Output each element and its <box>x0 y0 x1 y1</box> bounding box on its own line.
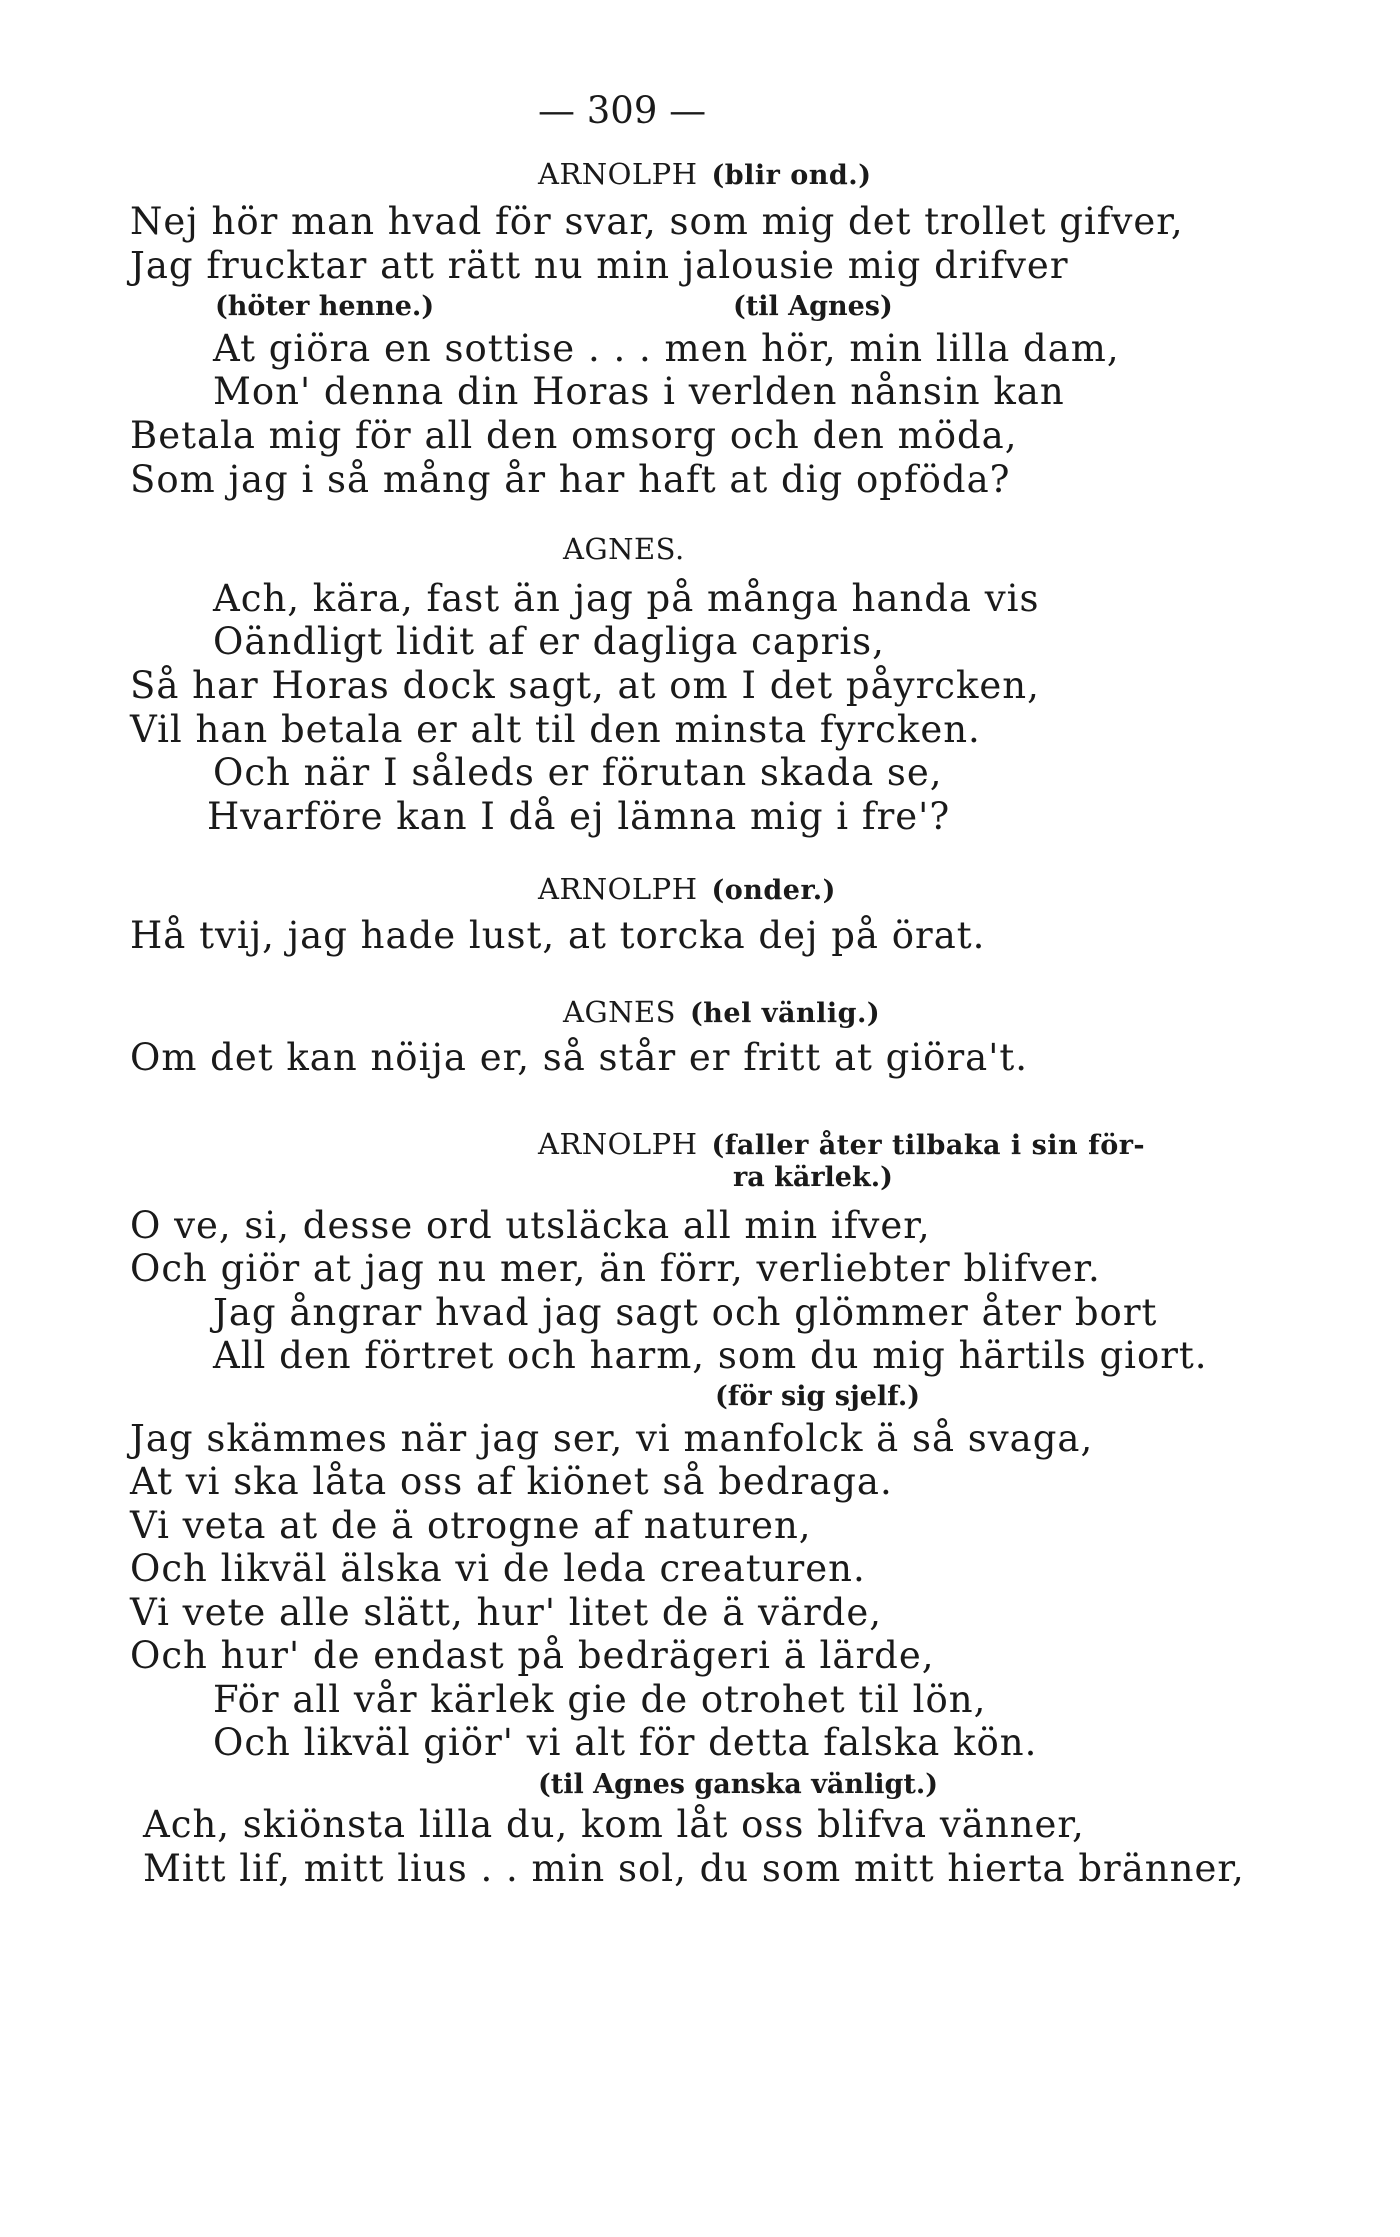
speaker-name: AGNES. <box>563 532 685 566</box>
speaker-heading <box>538 157 872 191</box>
verse-line: All den förtret och harm, som du mig härtils giort. <box>213 1334 1208 1377</box>
verse-line: Jag frucktar att rätt nu min jalousie mig drifver <box>130 244 1069 287</box>
verse-line: Ach, kära, fast än jag på många handa vis <box>213 577 1040 620</box>
stage-direction: (faller åter tilbaka i sin för- <box>711 1130 1146 1161</box>
verse-line: Mon' denna din Horas i verlden nånsin kan <box>213 370 1065 413</box>
stage-direction: (onder.) <box>711 875 836 906</box>
verse-line: För all vår kärlek gie de otrohet til lön, <box>213 1678 987 1721</box>
verse-line: Ach, skiönsta lilla du, kom låt oss blifva vänner, <box>143 1803 1085 1846</box>
verse-line: Jag skämmes när jag ser, vi manfolck ä så svaga, <box>130 1417 1094 1460</box>
speaker-heading <box>538 1127 1146 1161</box>
verse-line: Jag ångrar hvad jag sagt och glömmer åter bort <box>213 1291 1158 1334</box>
speaker-heading <box>563 995 881 1029</box>
stage-direction: (för sig sjelf.) <box>715 1381 920 1412</box>
verse-line: Betala mig för all den omsorg och den möda, <box>130 414 1018 457</box>
verse-line: Så har Horas dock sagt, at om I det påyrcken, <box>130 664 1040 707</box>
stage-direction: (höter henne.) <box>215 291 435 322</box>
verse-line: Hå tvij, jag hade lust, at torcka dej på örat. <box>130 914 986 957</box>
stage-direction: (til Agnes) <box>733 291 893 322</box>
verse-line: Och giör at jag nu mer, än förr, verliebter blifver. <box>130 1247 1101 1290</box>
verse-line: Och när I såleds er förutan skada se, <box>213 751 943 794</box>
stage-direction: ra kärlek.) <box>733 1162 893 1193</box>
stage-direction: (blir ond.) <box>711 160 872 191</box>
speaker-heading <box>563 532 685 566</box>
speaker-name: ARNOLPH <box>538 1127 698 1161</box>
verse-line: Vi veta at de ä otrogne af naturen, <box>130 1504 812 1547</box>
verse-line: Mitt lif, mitt lius . . min sol, du som mitt hierta bränner, <box>143 1847 1245 1890</box>
verse-line: Och hur' de endast på bedrägeri ä lärde, <box>130 1634 935 1677</box>
verse-line: Oändligt lidit af er dagliga capris, <box>213 620 885 663</box>
stage-direction: (hel vänlig.) <box>690 998 881 1029</box>
verse-line: Nej hör man hvad för svar, som mig det trollet gifver, <box>130 200 1184 243</box>
verse-line: Vil han betala er alt til den minsta fyrcken. <box>130 708 981 751</box>
speaker-name: AGNES <box>563 995 677 1029</box>
verse-line: Vi vete alle slätt, hur' litet de ä värde, <box>130 1591 883 1634</box>
stage-direction: (til Agnes ganska vänligt.) <box>538 1769 939 1800</box>
verse-line: Och likväl giör' vi alt för detta falska kön. <box>213 1721 1038 1764</box>
verse-line: Som jag i så mång år har haft at dig opföda? <box>130 458 1011 501</box>
verse-line: At vi ska låta oss af kiönet så bedraga. <box>130 1460 893 1503</box>
speaker-name: ARNOLPH <box>538 157 698 191</box>
verse-line: Om det kan nöija er, så står er fritt at giöra't. <box>130 1036 1028 1079</box>
verse-line: Hvarföre kan I då ej lämna mig i fre'? <box>207 795 951 838</box>
speaker-name: ARNOLPH <box>538 872 698 906</box>
verse-line: At giöra en sottise . . . men hör, min lilla dam, <box>213 327 1120 370</box>
verse-line: Och likväl älska vi de leda creaturen. <box>130 1547 866 1590</box>
page-number: — 309 — <box>538 89 707 132</box>
speaker-heading <box>538 872 836 906</box>
verse-line: O ve, si, desse ord utsläcka all min ifver, <box>130 1204 931 1247</box>
